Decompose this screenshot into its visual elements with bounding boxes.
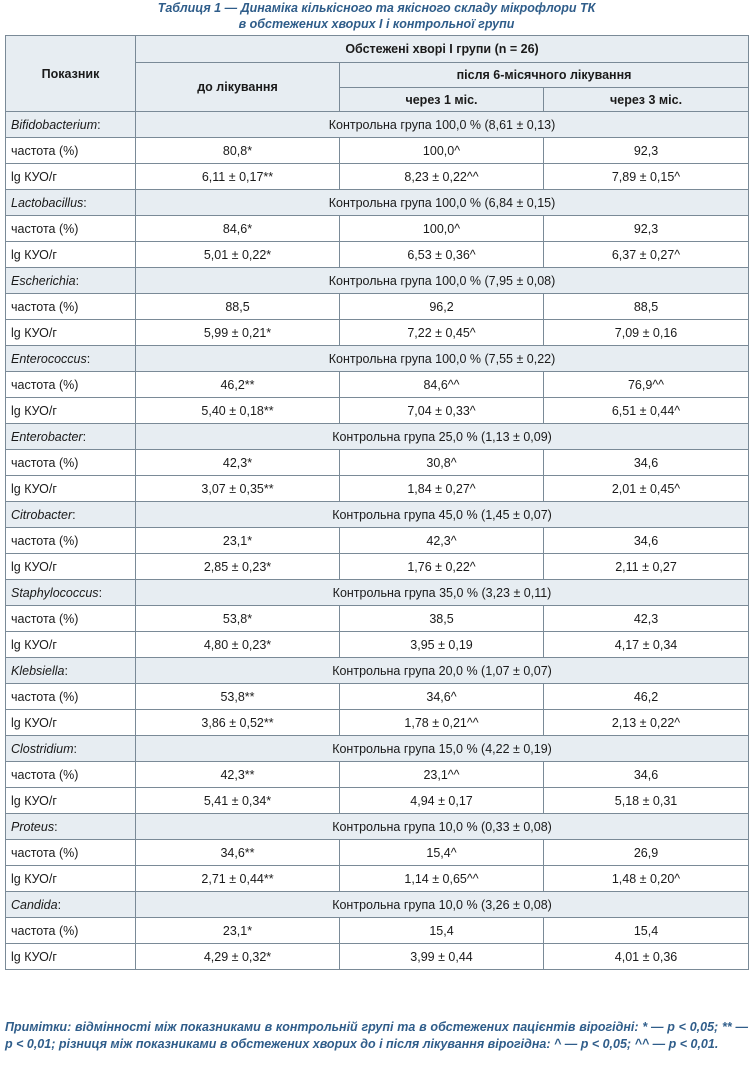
lg-cfu-after-3-months: 7,89 ± 0,15^: [544, 164, 749, 190]
lg-cfu-label: lg КУО/г: [6, 944, 136, 970]
lg-cfu-before: 3,07 ± 0,35**: [136, 476, 340, 502]
control-group-value: Контрольна група 35,0 % (3,23 ± 0,11): [136, 580, 749, 606]
frequency-label: частота (%): [6, 450, 136, 476]
species-row: [6, 502, 749, 528]
species-name-text: Klebsiella: [11, 663, 65, 678]
frequency-after-1-month: 42,3^: [340, 528, 544, 554]
lg-cfu-after-1-month: 1,78 ± 0,21^^: [340, 710, 544, 736]
species-name: [6, 892, 136, 918]
lg-cfu-after-3-months: 6,37 ± 0,27^: [544, 242, 749, 268]
control-group-value: Контрольна група 10,0 % (3,26 ± 0,08): [136, 892, 749, 918]
lg-cfu-row: [6, 710, 749, 736]
table-caption: [0, 0, 753, 32]
lg-cfu-label: lg КУО/г: [6, 242, 136, 268]
frequency-after-3-months: 34,6: [544, 528, 749, 554]
control-group-value: Контрольна група 100,0 % (8,61 ± 0,13): [136, 112, 749, 138]
control-group-value: Контрольна група 20,0 % (1,07 ± 0,07): [136, 658, 749, 684]
species-row: [6, 736, 749, 762]
species-row: [6, 346, 749, 372]
species-name-text: Lactobacillus: [11, 195, 84, 210]
lg-cfu-label: lg КУО/г: [6, 164, 136, 190]
lg-cfu-label: lg КУО/г: [6, 476, 136, 502]
lg-cfu-after-1-month: 7,22 ± 0,45^: [340, 320, 544, 346]
frequency-before: 88,5: [136, 294, 340, 320]
header-before-treatment: до лікування: [136, 63, 340, 112]
frequency-after-1-month: 96,2: [340, 294, 544, 320]
lg-cfu-after-3-months: 2,13 ± 0,22^: [544, 710, 749, 736]
species-name: [6, 814, 136, 840]
frequency-after-3-months: 88,5: [544, 294, 749, 320]
species-name: [6, 346, 136, 372]
header-indicator: Показник: [6, 36, 136, 112]
header-after-treatment: після 6-місячного лікування: [340, 63, 749, 88]
frequency-row: [6, 138, 749, 164]
species-name: [6, 736, 136, 762]
species-name: [6, 658, 136, 684]
frequency-label: частота (%): [6, 138, 136, 164]
lg-cfu-after-1-month: 1,76 ± 0,22^: [340, 554, 544, 580]
lg-cfu-after-1-month: 6,53 ± 0,36^: [340, 242, 544, 268]
species-name-text: Staphylococcus: [11, 585, 99, 600]
species-name-text: Proteus: [11, 819, 55, 834]
species-colon: :: [97, 117, 101, 132]
control-group-value: Контрольна група 10,0 % (0,33 ± 0,08): [136, 814, 749, 840]
frequency-before: 46,2**: [136, 372, 340, 398]
frequency-after-3-months: 15,4: [544, 918, 749, 944]
lg-cfu-before: 2,85 ± 0,23*: [136, 554, 340, 580]
lg-cfu-label: lg КУО/г: [6, 710, 136, 736]
species-colon: :: [83, 195, 87, 210]
lg-cfu-before: 4,29 ± 0,32*: [136, 944, 340, 970]
lg-cfu-row: [6, 164, 749, 190]
species-colon: :: [57, 897, 62, 912]
lg-cfu-row: [6, 554, 749, 580]
lg-cfu-after-3-months: 5,18 ± 0,31: [544, 788, 749, 814]
lg-cfu-after-3-months: 2,01 ± 0,45^: [544, 476, 749, 502]
frequency-before: 53,8*: [136, 606, 340, 632]
species-row: [6, 424, 749, 450]
lg-cfu-after-3-months: 6,51 ± 0,44^: [544, 398, 749, 424]
frequency-row: [6, 372, 749, 398]
species-name: [6, 268, 136, 294]
lg-cfu-before: 5,99 ± 0,21*: [136, 320, 340, 346]
species-name-text: Bifidobacterium: [11, 117, 98, 132]
lg-cfu-after-1-month: 8,23 ± 0,22^^: [340, 164, 544, 190]
lg-cfu-row: [6, 476, 749, 502]
species-name: [6, 424, 136, 450]
frequency-label: частота (%): [6, 372, 136, 398]
caption-line-1: Таблиця 1 — Динаміка кількісного та якісного складу мікрофлори ТК: [157, 1, 596, 15]
frequency-after-3-months: 92,3: [544, 138, 749, 164]
frequency-after-1-month: 100,0^: [340, 216, 544, 242]
lg-cfu-after-3-months: 4,01 ± 0,36: [544, 944, 749, 970]
lg-cfu-after-1-month: 1,84 ± 0,27^: [340, 476, 544, 502]
lg-cfu-after-3-months: 4,17 ± 0,34: [544, 632, 749, 658]
lg-cfu-label: lg КУО/г: [6, 398, 136, 424]
species-row: [6, 190, 749, 216]
frequency-after-3-months: 46,2: [544, 684, 749, 710]
header-after-3-months: через 3 міс.: [544, 88, 749, 112]
species-colon: :: [64, 663, 68, 678]
frequency-after-1-month: 100,0^: [340, 138, 544, 164]
lg-cfu-before: 5,40 ± 0,18**: [136, 398, 340, 424]
species-colon: :: [82, 429, 87, 444]
species-name: [6, 502, 136, 528]
frequency-label: частота (%): [6, 840, 136, 866]
frequency-row: [6, 528, 749, 554]
species-row: [6, 268, 749, 294]
species-name: [6, 580, 136, 606]
microflora-table: [5, 35, 749, 970]
species-name-text: Citrobacter: [11, 507, 73, 522]
frequency-before: 42,3*: [136, 450, 340, 476]
lg-cfu-row: [6, 242, 749, 268]
lg-cfu-after-3-months: 1,48 ± 0,20^: [544, 866, 749, 892]
frequency-before: 42,3**: [136, 762, 340, 788]
control-group-value: Контрольна група 100,0 % (6,84 ± 0,15): [136, 190, 749, 216]
frequency-after-1-month: 23,1^^: [340, 762, 544, 788]
lg-cfu-row: [6, 632, 749, 658]
lg-cfu-row: [6, 398, 749, 424]
frequency-after-1-month: 30,8^: [340, 450, 544, 476]
frequency-before: 53,8**: [136, 684, 340, 710]
control-group-value: Контрольна група 45,0 % (1,45 ± 0,07): [136, 502, 749, 528]
frequency-after-3-months: 26,9: [544, 840, 749, 866]
frequency-before: 23,1*: [136, 918, 340, 944]
species-name-text: Escherichia: [11, 273, 76, 288]
frequency-row: [6, 762, 749, 788]
header-after-1-month: через 1 міс.: [340, 88, 544, 112]
frequency-after-1-month: 84,6^^: [340, 372, 544, 398]
lg-cfu-before: 4,80 ± 0,23*: [136, 632, 340, 658]
lg-cfu-after-3-months: 7,09 ± 0,16: [544, 320, 749, 346]
frequency-label: частота (%): [6, 528, 136, 554]
header-patient-group: Обстежені хворі І групи (n = 26): [136, 36, 749, 63]
frequency-label: частота (%): [6, 606, 136, 632]
lg-cfu-row: [6, 944, 749, 970]
frequency-row: [6, 216, 749, 242]
species-name: [6, 190, 136, 216]
frequency-before: 80,8*: [136, 138, 340, 164]
lg-cfu-before: 6,11 ± 0,17**: [136, 164, 340, 190]
species-row: [6, 112, 749, 138]
frequency-row: [6, 918, 749, 944]
lg-cfu-before: 5,41 ± 0,34*: [136, 788, 340, 814]
species-row: [6, 892, 749, 918]
frequency-label: частота (%): [6, 216, 136, 242]
lg-cfu-after-1-month: 7,04 ± 0,33^: [340, 398, 544, 424]
lg-cfu-row: [6, 866, 749, 892]
lg-cfu-label: lg КУО/г: [6, 866, 136, 892]
caption-line-2: в обстежених хворих І і контрольної групи: [238, 17, 515, 31]
frequency-row: [6, 684, 749, 710]
frequency-before: 23,1*: [136, 528, 340, 554]
lg-cfu-before: 5,01 ± 0,22*: [136, 242, 340, 268]
lg-cfu-before: 3,86 ± 0,52**: [136, 710, 340, 736]
frequency-label: частота (%): [6, 762, 136, 788]
species-colon: :: [86, 351, 91, 366]
species-colon: :: [72, 507, 76, 522]
lg-cfu-label: lg КУО/г: [6, 554, 136, 580]
species-name-text: Enterococcus: [11, 351, 87, 366]
lg-cfu-before: 2,71 ± 0,44**: [136, 866, 340, 892]
control-group-value: Контрольна група 100,0 % (7,95 ± 0,08): [136, 268, 749, 294]
frequency-after-3-months: 92,3: [544, 216, 749, 242]
lg-cfu-label: lg КУО/г: [6, 788, 136, 814]
species-name-text: Enterobacter: [11, 429, 83, 444]
lg-cfu-row: [6, 320, 749, 346]
frequency-after-1-month: 38,5: [340, 606, 544, 632]
species-name-text: Candida: [11, 897, 58, 912]
species-name-text: Clostridium: [11, 741, 74, 756]
species-name: [6, 112, 136, 138]
frequency-label: частота (%): [6, 294, 136, 320]
table-body: [6, 112, 749, 970]
species-colon: :: [98, 585, 103, 600]
control-group-value: Контрольна група 15,0 % (4,22 ± 0,19): [136, 736, 749, 762]
frequency-label: частота (%): [6, 684, 136, 710]
lg-cfu-after-3-months: 2,11 ± 0,27: [544, 554, 749, 580]
frequency-after-1-month: 15,4: [340, 918, 544, 944]
frequency-after-3-months: 42,3: [544, 606, 749, 632]
species-colon: :: [75, 273, 80, 288]
species-row: [6, 658, 749, 684]
lg-cfu-label: lg КУО/г: [6, 632, 136, 658]
lg-cfu-label: lg КУО/г: [6, 320, 136, 346]
frequency-after-1-month: 15,4^: [340, 840, 544, 866]
species-row: [6, 580, 749, 606]
control-group-value: Контрольна група 100,0 % (7,55 ± 0,22): [136, 346, 749, 372]
table-notes: Примітки: відмінності між показниками в контрольній групі та в обстежених пацієнтів вірогідні: * — p < 0,05; ** — p < 0,01; різниця між показниками в обстежених хворих до і після лікування вірогідна: ^ — p < 0,05; ^^ — p < 0,01.: [5, 1020, 748, 1051]
frequency-after-1-month: 34,6^: [340, 684, 544, 710]
frequency-label: частота (%): [6, 918, 136, 944]
lg-cfu-after-1-month: 3,95 ± 0,19: [340, 632, 544, 658]
species-row: [6, 814, 749, 840]
frequency-after-3-months: 76,9^^: [544, 372, 749, 398]
lg-cfu-after-1-month: 1,14 ± 0,65^^: [340, 866, 544, 892]
species-colon: :: [73, 741, 77, 756]
frequency-row: [6, 606, 749, 632]
lg-cfu-after-1-month: 4,94 ± 0,17: [340, 788, 544, 814]
lg-cfu-row: [6, 788, 749, 814]
species-colon: :: [54, 819, 58, 834]
lg-cfu-after-1-month: 3,99 ± 0,44: [340, 944, 544, 970]
control-group-value: Контрольна група 25,0 % (1,13 ± 0,09): [136, 424, 749, 450]
frequency-row: [6, 450, 749, 476]
frequency-before: 34,6**: [136, 840, 340, 866]
frequency-after-3-months: 34,6: [544, 450, 749, 476]
frequency-row: [6, 840, 749, 866]
frequency-after-3-months: 34,6: [544, 762, 749, 788]
frequency-before: 84,6*: [136, 216, 340, 242]
frequency-row: [6, 294, 749, 320]
table-header: [6, 36, 749, 112]
